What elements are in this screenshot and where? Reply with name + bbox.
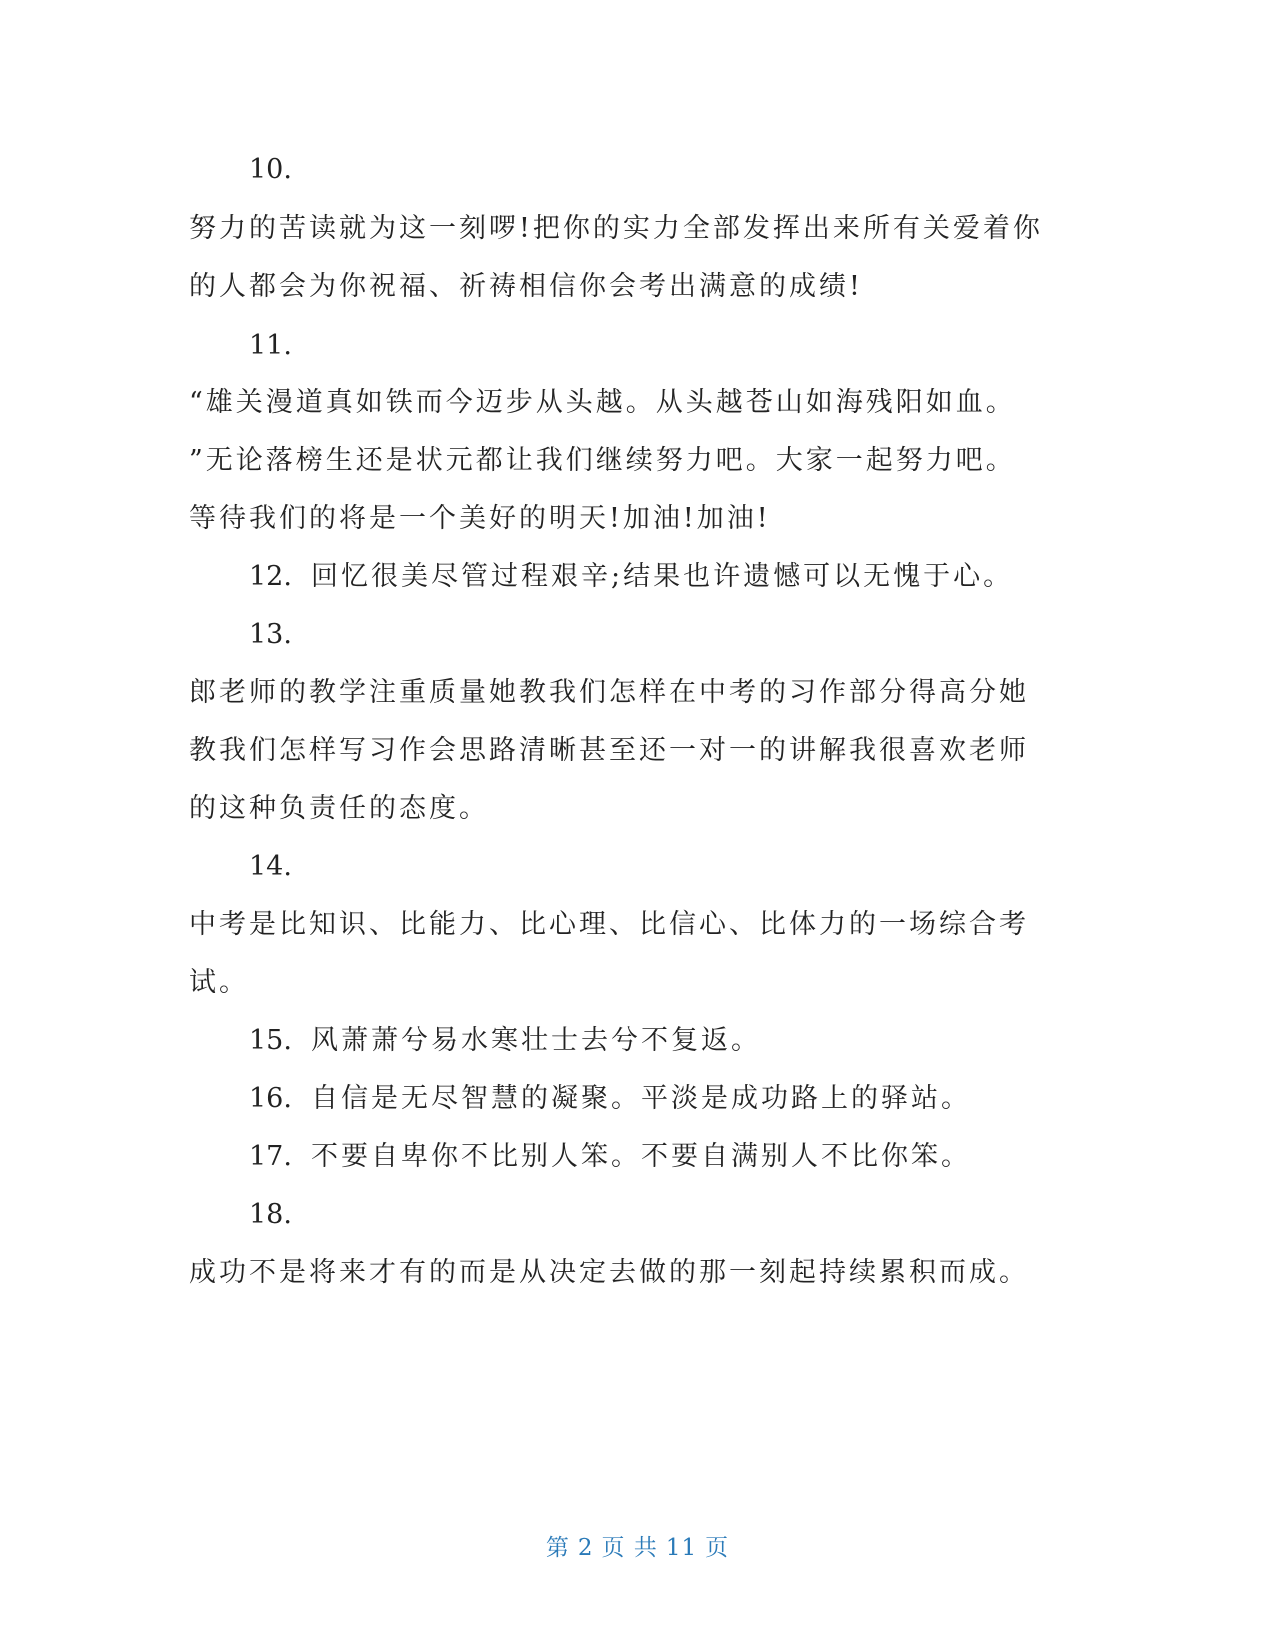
item-11-text-line-3: 等待我们的将是一个美好的明天!加油!加油! (189, 503, 771, 534)
item-11-text-line-1: “雄关漫道真如铁而今迈步从头越。从头越苍山如海残阳如血。 (189, 387, 1016, 418)
item-17-number: 17. (249, 1141, 292, 1172)
footer-total-pages: 11 (665, 1535, 698, 1561)
item-12-text: 回忆很美尽管过程艰辛;结果也许遗憾可以无愧于心。 (311, 561, 1014, 592)
item-18-text: 成功不是将来才有的而是从决定去做的那一刻起持续累积而成。 (189, 1257, 1029, 1288)
item-15-text: 风萧萧兮易水寒壮士去兮不复返。 (311, 1025, 761, 1056)
item-10-text-line-2: 的人都会为你祝福、祈祷相信你会考出满意的成绩! (189, 271, 863, 302)
item-10-text-line-1: 努力的苦读就为这一刻啰!把你的实力全部发挥出来所有关爱着你 (189, 213, 1043, 244)
item-12 (249, 560, 1013, 594)
page-footer (0, 1533, 1275, 1563)
item-13-text-line-2: 教我们怎样写习作会思路清晰甚至还一对一的讲解我很喜欢老师 (189, 735, 1029, 766)
item-14-text-line-2: 试。 (189, 967, 249, 998)
item-14-text-line-1: 中考是比知识、比能力、比心理、比信心、比体力的一场综合考 (189, 909, 1029, 940)
item-16 (249, 1082, 971, 1116)
item-13-number: 13. (249, 619, 292, 650)
item-17-text: 不要自卑你不比别人笨。不要自满别人不比你笨。 (311, 1141, 971, 1172)
footer-prefix: 第 (545, 1535, 570, 1561)
item-15-number: 15. (249, 1025, 292, 1056)
item-13-text-line-1: 郎老师的教学注重质量她教我们怎样在中考的习作部分得高分她 (189, 677, 1029, 708)
footer-mid: 页 共 (601, 1535, 658, 1561)
item-11-number: 11. (249, 330, 292, 361)
item-14-number: 14. (249, 851, 292, 882)
item-15 (249, 1024, 761, 1058)
footer-page-number: 2 (577, 1535, 594, 1561)
item-10-number: 10. (249, 154, 292, 185)
item-11-text-line-2: ”无论落榜生还是状元都让我们继续努力吧。大家一起努力吧。 (189, 445, 1016, 476)
item-16-text: 自信是无尽智慧的凝聚。平淡是成功路上的驿站。 (311, 1083, 971, 1114)
footer-suffix: 页 (705, 1535, 730, 1561)
item-18-number: 18. (249, 1199, 292, 1230)
item-16-number: 16. (249, 1083, 292, 1114)
item-13-text-line-3: 的这种负责任的态度。 (189, 793, 489, 824)
item-12-number: 12. (249, 561, 292, 592)
item-17 (249, 1140, 971, 1174)
